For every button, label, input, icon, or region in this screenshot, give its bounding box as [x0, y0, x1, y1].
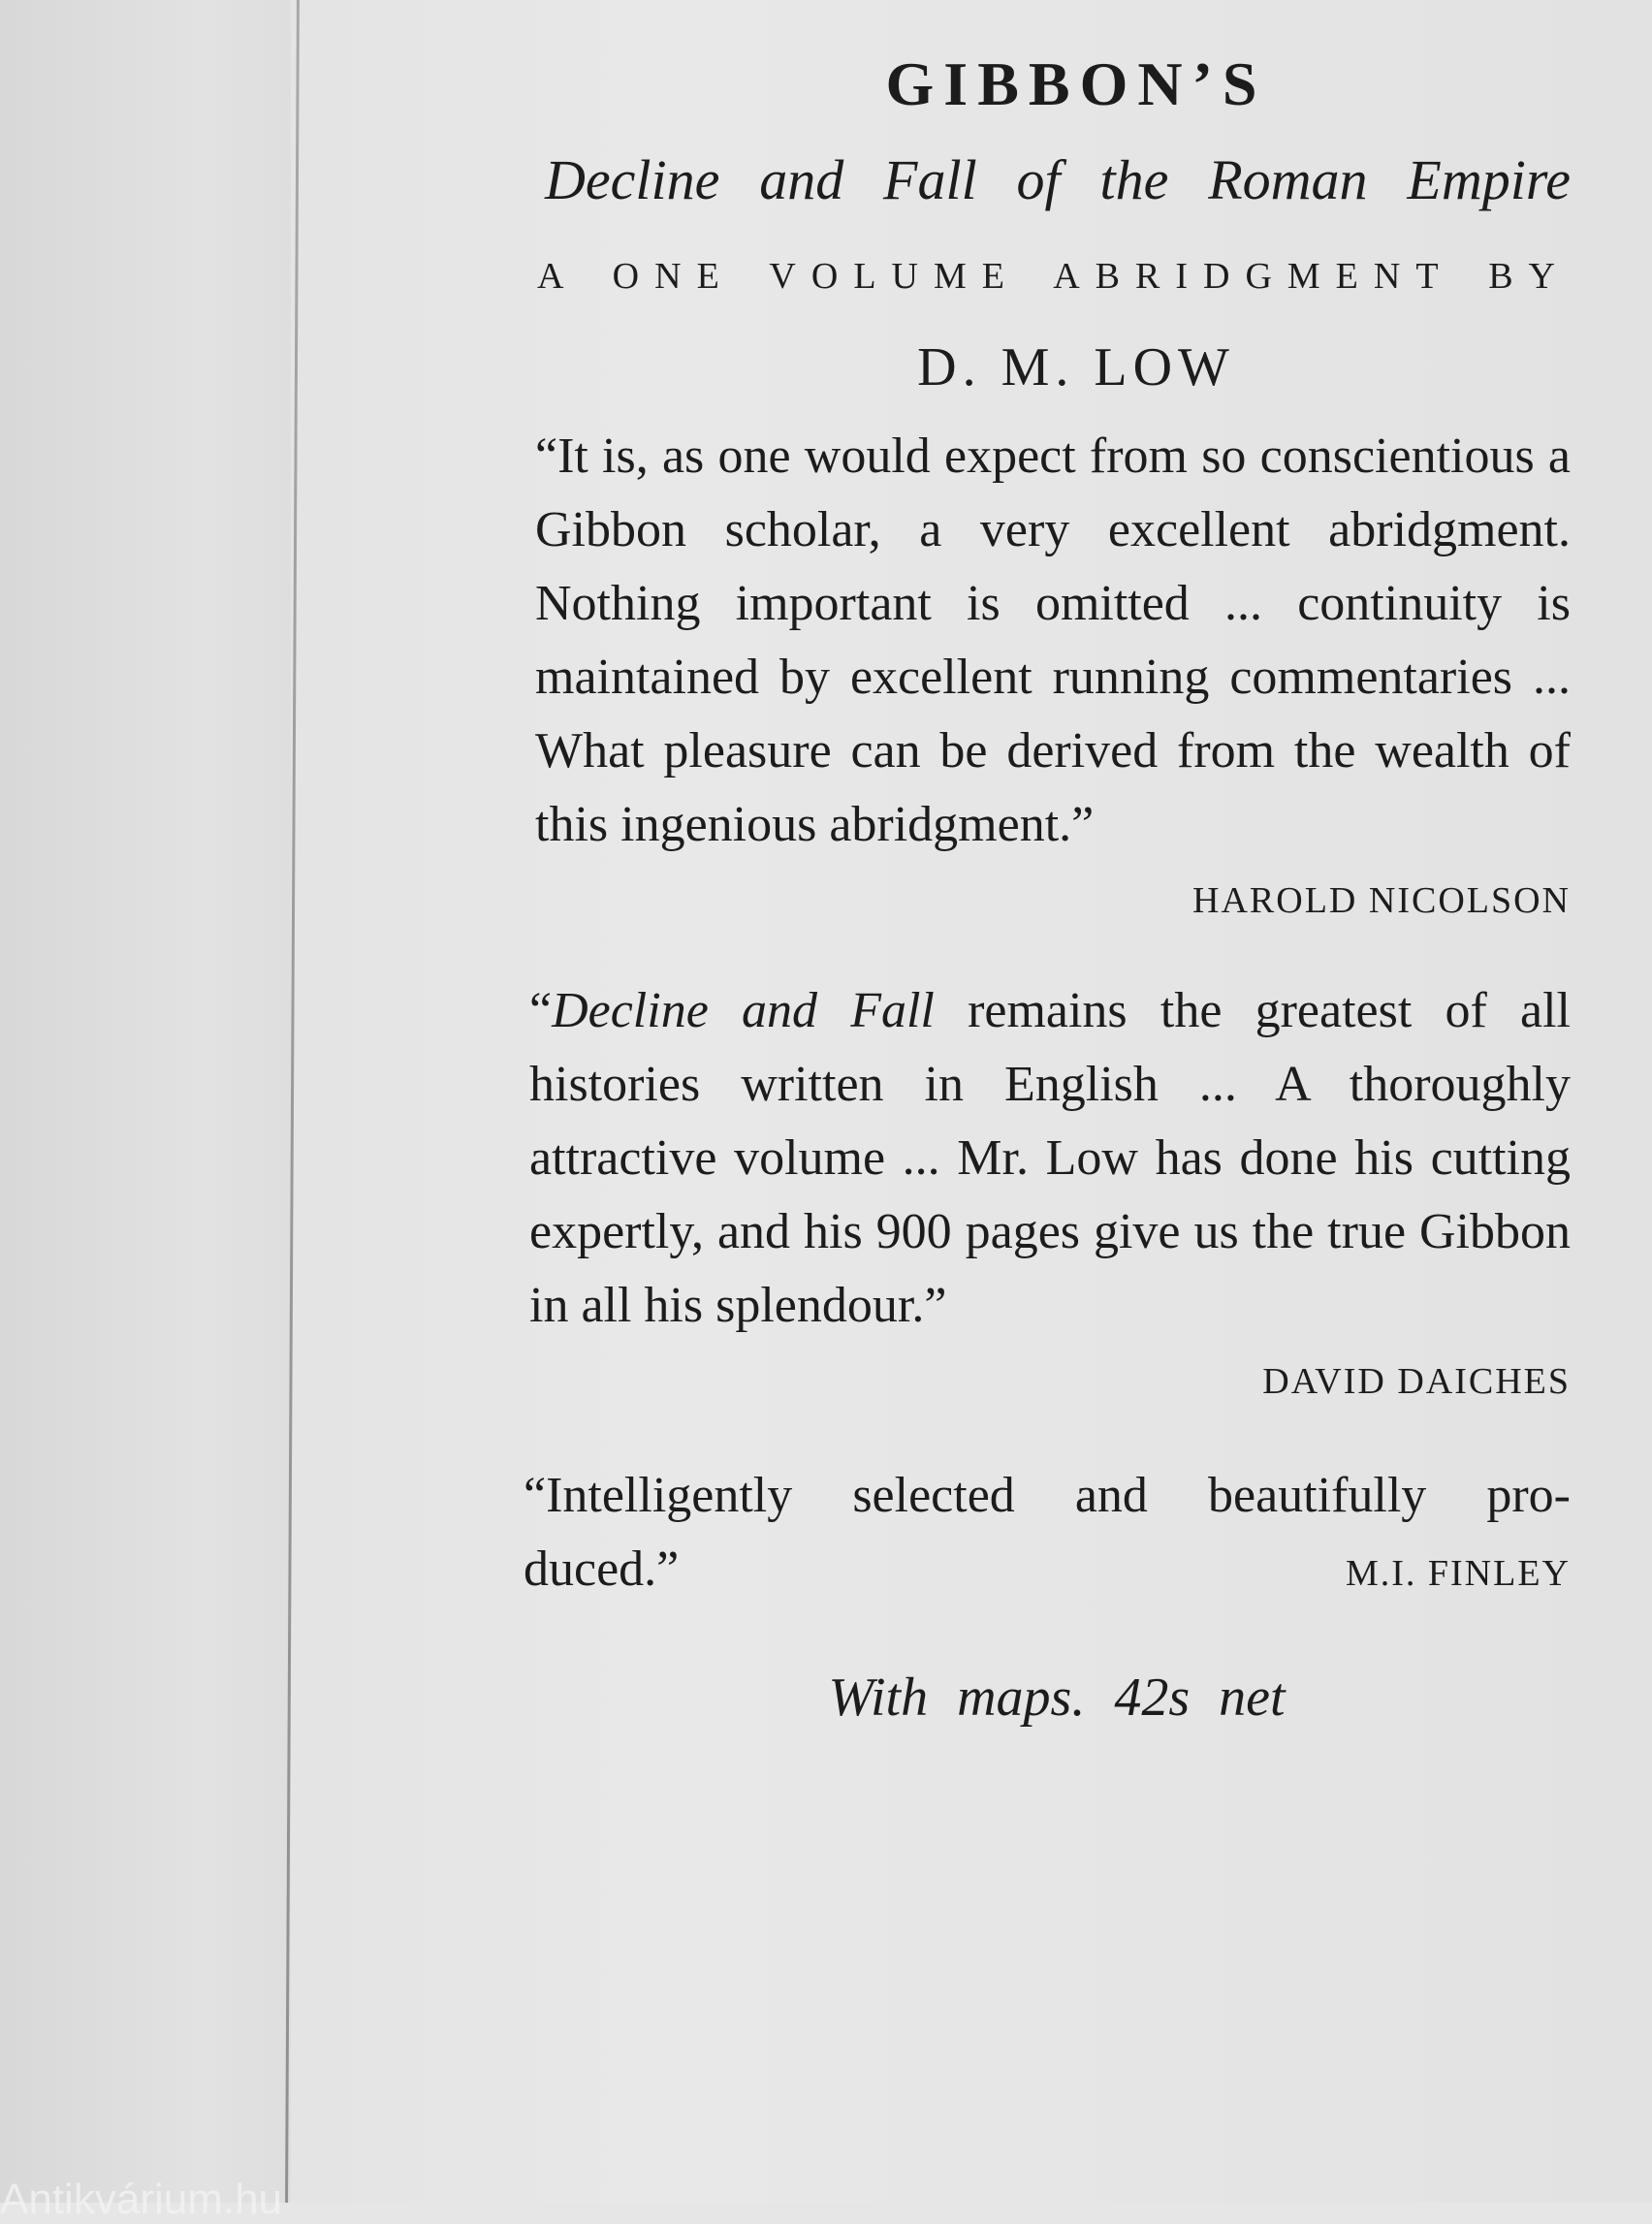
quote-2-text: remains the greatest of all histories written in English ... A thoroughly attractive volume ... Mr. Low has done his cutting expertly, and his 900 pages give us the true Gibbon in all his splendour.” — [529, 983, 1571, 1333]
watermark: Antikvárium.hu — [0, 2176, 283, 2223]
review-quote-1: “It is, as one would expect from so conscientious a Gibbon scholar, a very excellent abridgment. Nothing important is omitted ... continuity is maintained by excellent running commentaries ... What pleasure can be derived from the wealth of this ingenious abridgment.” — [535, 429, 1571, 852]
reviewer-1: HAROLD NICOLSON — [1192, 880, 1571, 921]
edition-line: A ONE VOLUME ABRIDGMENT BY — [537, 256, 1571, 297]
left-flap — [0, 0, 291, 2203]
review-quote-2 — [529, 974, 1571, 1343]
book-author: D. M. LOW — [917, 337, 1235, 397]
quote-3-line-2: duced.” — [524, 1541, 680, 1597]
book-subtitle: Decline and Fall of the Roman Empire — [545, 148, 1571, 211]
quote-2-open-mark: “ — [529, 983, 553, 1038]
reviewer-3: M.I. FINLEY — [1345, 1553, 1571, 1594]
quote-2-italic-title: Decline and Fall — [552, 983, 935, 1038]
reviewer-2: DAVID DAICHES — [1262, 1361, 1571, 1402]
price-line: With maps. 42s net — [828, 1668, 1286, 1728]
blurb-content — [524, 39, 1571, 1729]
book-title: GIBBON’S — [885, 49, 1267, 118]
review-quote-3 — [524, 1459, 1571, 1610]
quote-3-line-1: “Intelligently selected and beautifully pro- — [524, 1468, 1571, 1523]
quote-3-last-line — [524, 1533, 1571, 1610]
